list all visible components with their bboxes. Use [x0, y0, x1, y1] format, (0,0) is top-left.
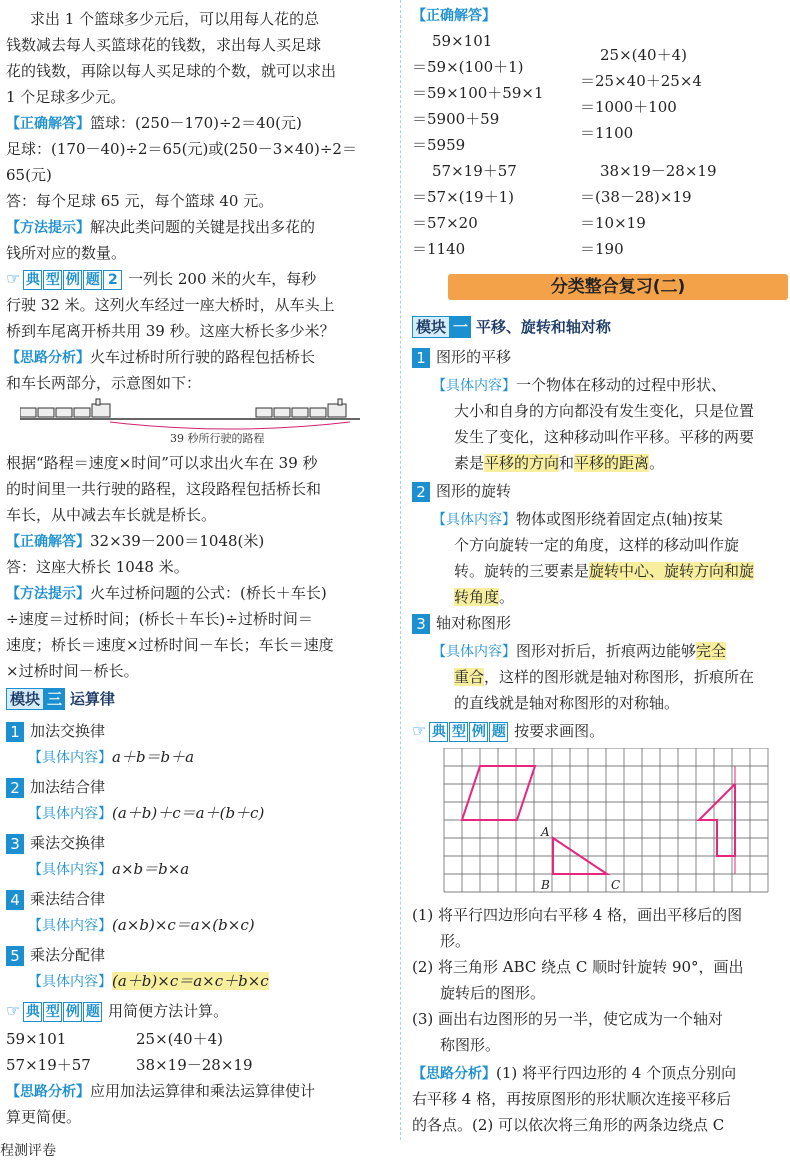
subsection-heading	[412, 480, 511, 502]
example-text: 按要求画图。	[514, 722, 605, 740]
answer-line	[6, 112, 302, 135]
example-char: 型	[449, 722, 468, 742]
calc-step: ＝25×40＋25×4	[580, 72, 702, 90]
think-tag: 【思路分析】	[6, 350, 90, 366]
example-2-line	[6, 268, 316, 290]
tip-text: 解决此类问题的关键是找出多花的	[90, 218, 316, 236]
law-formula: (a＋b)＋c＝a＋(b＋c)	[112, 804, 265, 822]
point-c-label: C	[611, 878, 621, 892]
law-number: 1	[6, 722, 24, 742]
text-line: 根据“路程＝速度×时间”可以求出火车在 39 秒	[6, 454, 318, 472]
law-name: 乘法交换律	[30, 834, 106, 852]
law-formula: a×b＝b×a	[112, 860, 190, 878]
calc-step: 57×19＋57	[432, 162, 517, 180]
content-text: 物体或图形绕着固定点(轴)按某	[516, 510, 723, 528]
text-line	[454, 666, 754, 688]
text-line: ×过桥时间－桥长。	[6, 662, 139, 680]
train-icon	[20, 399, 110, 417]
module-title: 平移、旋转和轴对称	[475, 318, 611, 336]
think-text: 火车过桥时所行驶的路程包括桥长	[90, 348, 316, 366]
answer-line	[6, 530, 264, 553]
content-tag: 【具体内容】	[28, 750, 112, 766]
text-line: 答：这座大桥长 1048 米。	[6, 558, 189, 576]
answer-tag: 【正确解答】	[6, 116, 90, 132]
module-3-heading	[6, 688, 115, 710]
text-line: 速度；桥长＝速度×过桥时间－车长；车长＝速度	[6, 636, 334, 654]
subsection-number: 2	[412, 482, 430, 502]
example-char: 例	[63, 1002, 82, 1022]
law-heading	[6, 776, 105, 798]
calc-step: ＝190	[580, 240, 624, 258]
text-line: 花的钱数，再除以每人买足球的个数，就可以求出	[6, 62, 337, 80]
section-banner: 分类整合复习(二)	[448, 274, 788, 300]
law-heading	[6, 720, 105, 742]
law-heading	[6, 944, 105, 966]
content-line	[432, 374, 726, 397]
calc-step: ＝57×20	[412, 214, 478, 232]
answer-text: 篮球：(250－170)÷2＝40(元)	[90, 114, 302, 132]
think-tag: 【思路分析】	[6, 1084, 90, 1100]
text-line	[454, 560, 754, 582]
highlight-text: 重合	[454, 668, 485, 686]
law-number: 5	[6, 946, 24, 966]
law-name: 加法交换律	[30, 722, 106, 740]
law-name: 乘法分配律	[30, 946, 106, 964]
law-name: 乘法结合律	[30, 890, 106, 908]
calc-step: ＝57×(19＋1)	[412, 188, 514, 206]
text-line: 65(元)	[6, 166, 52, 184]
module-number: 三	[44, 688, 65, 710]
content-tag: 【具体内容】	[28, 918, 112, 934]
content-tag: 【具体内容】	[28, 974, 112, 990]
calc-item: 38×19－28×19	[136, 1056, 253, 1074]
think-text: 应用加法运算律和乘法运算律使计	[90, 1082, 316, 1100]
text-line	[454, 452, 664, 474]
question-line: 旋转后的图形。	[440, 984, 546, 1002]
module-title: 运算律	[69, 690, 115, 708]
module-label: 模块	[412, 316, 450, 338]
calc-step: 25×(40＋4)	[600, 46, 687, 64]
example-char: 典	[429, 722, 448, 742]
law-content	[28, 746, 194, 769]
tip-line	[6, 582, 327, 605]
tip-tag: 【方法提示】	[6, 220, 90, 236]
example-text: 一列长 200 米的火车，每秒	[128, 270, 317, 288]
text-line: 行驶 32 米。这列火车经过一座大桥时，从车头上	[6, 296, 335, 314]
calc-step: ＝1100	[580, 124, 634, 142]
text-line: 1 个足球多少元。	[6, 88, 126, 106]
module-label: 模块	[6, 688, 44, 710]
content-tag: 【具体内容】	[28, 862, 112, 878]
hand-pointer-icon: ☞	[6, 1001, 21, 1020]
text-line: 求出 1 个篮球多少元后，可以用每人花的总	[30, 10, 320, 28]
tip-text: 火车过桥问题的公式：(桥长＋车长)	[90, 584, 327, 602]
example-3-line	[6, 1000, 228, 1022]
train-icon	[256, 399, 346, 417]
module-1-heading	[412, 316, 611, 338]
text-fragment: 转。旋转的三要素是	[454, 562, 590, 580]
text-line: 大小和自身的方向都没有发生变化，只是位置	[454, 402, 755, 420]
text-line: 的各点。(2) 可以依次将三角形的两条边绕点 C	[412, 1116, 725, 1134]
content-line	[432, 508, 723, 531]
law-heading	[6, 888, 105, 910]
subsection-number: 3	[412, 614, 430, 634]
subsection-heading	[412, 612, 511, 634]
distance-brace	[110, 422, 350, 429]
module-number: 一	[450, 316, 471, 338]
parallelogram-shape	[462, 766, 535, 820]
text-line: 和车长两部分，示意图如下：	[6, 374, 202, 392]
text-line: 个方向旋转一定的角度，这样的移动叫作旋	[454, 536, 740, 554]
law-content	[28, 914, 255, 937]
question-line: (3) 画出右边图形的另一半，使它成为一个轴对	[412, 1010, 724, 1028]
text-line: 车长，从中减去车长就是桥长。	[6, 506, 217, 524]
highlight-text: 平移的方向	[484, 454, 560, 472]
think-line	[412, 1062, 736, 1085]
drawing-grid	[442, 748, 772, 898]
text-line: 发生了变化，这种移动叫作平移。平移的两要	[454, 428, 755, 446]
content-tag: 【具体内容】	[432, 512, 516, 528]
question-line: 形。	[440, 932, 471, 950]
calc-step: ＝5959	[412, 136, 466, 154]
calc-item: 25×(40＋4)	[136, 1030, 223, 1048]
diagram-label: 39 秒所行驶的路程	[170, 432, 265, 445]
law-content	[28, 970, 269, 993]
text-line: 钱所对应的数量。	[6, 244, 127, 262]
example-char: 题	[83, 1002, 102, 1022]
point-a-label: A	[541, 825, 550, 839]
example-char: 典	[23, 270, 42, 290]
calc-step: ＝1140	[412, 240, 466, 258]
law-content	[28, 858, 189, 881]
highlight-text: 完全	[696, 642, 727, 660]
text-fragment: 。	[649, 454, 665, 472]
content-tag: 【具体内容】	[28, 806, 112, 822]
example-char: 典	[23, 1002, 42, 1022]
question-line: (2) 将三角形 ABC 绕点 C 顺时针旋转 90°，画出	[412, 958, 744, 976]
content-line	[432, 640, 726, 663]
calc-step: 38×19－28×19	[600, 162, 717, 180]
tip-line	[6, 216, 315, 239]
calc-step: ＝(38－28)×19	[580, 188, 692, 206]
calc-step: ＝10×19	[580, 214, 646, 232]
content-text: 图形对折后，折痕两边能够	[516, 642, 697, 660]
hand-pointer-icon: ☞	[6, 269, 21, 288]
column-divider	[400, 0, 401, 1140]
example-text: 用简便方法计算。	[108, 1002, 229, 1020]
example-char: 题	[489, 722, 508, 742]
calc-step: ＝5900＋59	[412, 110, 500, 128]
law-number: 3	[6, 834, 24, 854]
text-fragment: 素是	[454, 454, 485, 472]
text-line: 的直线就是轴对称图形的对称轴。	[454, 694, 680, 712]
calc-step: ＝1000＋100	[580, 98, 677, 116]
law-heading	[6, 832, 105, 854]
text-fragment: ，这样的图形就是轴对称图形，折痕所在	[484, 668, 755, 686]
law-number: 2	[6, 778, 24, 798]
text-line: 钱数减去每人买篮球花的钱数，求出每人买足球	[6, 36, 322, 54]
example-char: 例	[63, 270, 82, 290]
train-bridge-diagram	[20, 396, 360, 446]
content-tag: 【具体内容】	[432, 378, 516, 394]
subsection-title: 图形的旋转	[436, 482, 512, 500]
example-char: 型	[43, 1002, 62, 1022]
law-content	[28, 802, 264, 825]
calc-step: 59×101	[432, 32, 493, 50]
law-formula: (a＋b)×c＝a×c＋b×c	[112, 972, 269, 990]
think-text: (1) 将平行四边形的 4 个顶点分别向	[496, 1064, 737, 1082]
hand-pointer-icon: ☞	[412, 721, 427, 740]
subsection-title: 图形的平移	[436, 348, 512, 366]
content-text: 一个物体在移动的过程中形状、	[516, 376, 727, 394]
law-number: 4	[6, 890, 24, 910]
text-line: 右平移 4 格，再按原图形的形状顺次连接平移后	[412, 1090, 732, 1108]
law-formula: a＋b＝b＋a	[112, 748, 195, 766]
calc-item: 57×19＋57	[6, 1056, 91, 1074]
question-line: 称图形。	[440, 1036, 501, 1054]
think-tag: 【思路分析】	[412, 1066, 496, 1082]
example-char: 题	[83, 270, 102, 290]
example-number: 2	[103, 270, 122, 290]
page-footer: 程测评卷	[0, 1143, 56, 1159]
text-line	[454, 586, 514, 608]
example-char: 型	[43, 270, 62, 290]
text-line: 答：每个足球 65 元，每个篮球 40 元。	[6, 192, 274, 210]
calc-item: 59×101	[6, 1030, 67, 1048]
tip-tag: 【方法提示】	[6, 586, 90, 602]
subsection-title: 轴对称图形	[436, 614, 512, 632]
answer-text: 32×39－200＝1048(米)	[90, 532, 265, 550]
law-name: 加法结合律	[30, 778, 106, 796]
calc-step: ＝59×100＋59×1	[412, 84, 544, 102]
highlight-text: 平移的距离	[574, 454, 650, 472]
text-line: 算更简便。	[6, 1108, 82, 1126]
think-line	[6, 346, 315, 369]
answer-tag-text: 【正确解答】	[412, 8, 496, 24]
text-fragment: 和	[559, 454, 575, 472]
question-line: (1) 将平行四边形向右平移 4 格，画出平移后的图	[412, 906, 743, 924]
text-line: ÷速度＝过桥时间；(桥长＋车长)÷过桥时间＝	[6, 610, 313, 628]
highlight-text: 转角度	[454, 588, 500, 606]
answer-tag: 【正确解答】	[6, 534, 90, 550]
answer-tag	[412, 4, 496, 27]
point-b-label: B	[541, 878, 550, 892]
content-tag: 【具体内容】	[432, 644, 516, 660]
text-fragment: 。	[499, 588, 515, 606]
law-formula: (a×b)×c＝a×(b×c)	[112, 916, 255, 934]
text-line: 的时间里一共行驶的路程，这段路程包括桥长和	[6, 480, 322, 498]
example-char: 例	[469, 722, 488, 742]
calc-step: ＝59×(100＋1)	[412, 58, 524, 76]
think-line	[6, 1080, 315, 1103]
text-line: 足球：(170－40)÷2＝65(元)或(250－3×40)÷2＝	[6, 140, 357, 158]
subsection-number: 1	[412, 348, 430, 368]
example-line	[412, 720, 604, 742]
text-line: 桥到车尾离开桥共用 39 秒。这座大桥长多少米？	[6, 322, 335, 340]
subsection-heading	[412, 346, 511, 368]
highlight-text: 旋转中心、旋转方向和旋	[589, 562, 755, 580]
